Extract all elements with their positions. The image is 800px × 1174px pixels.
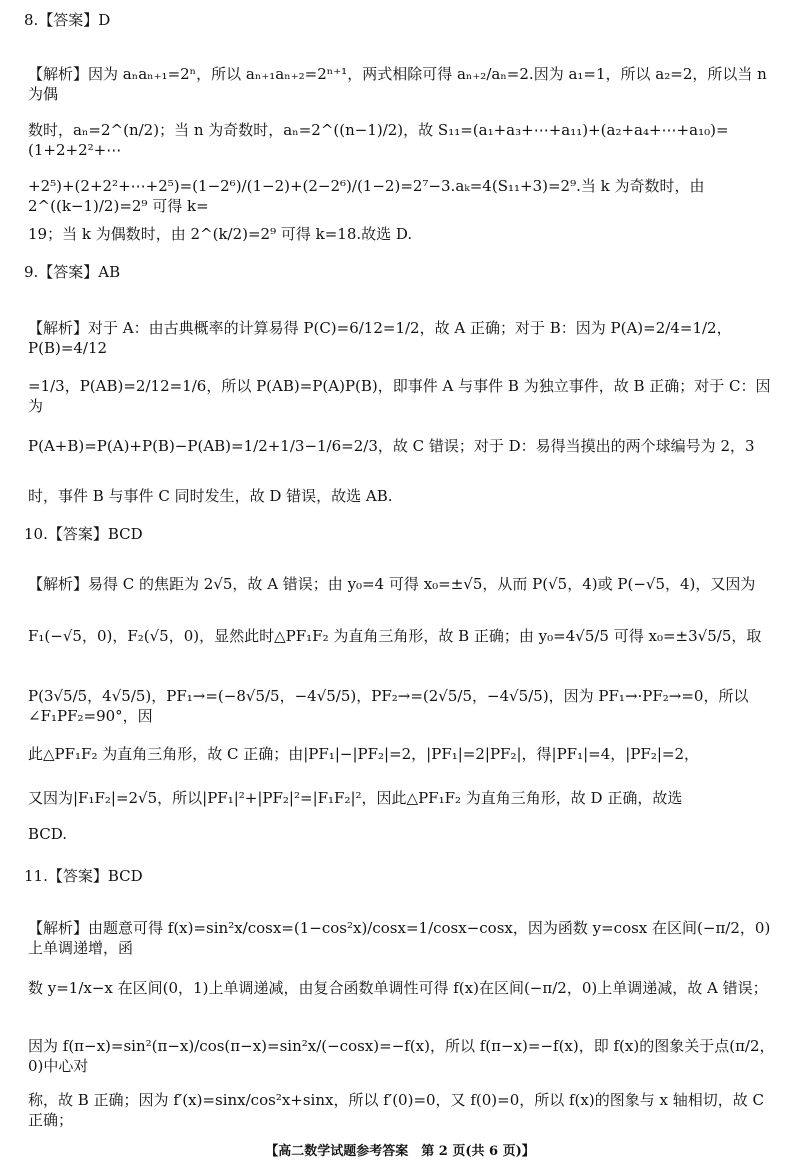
item-10-line-3: P(3√5/5，4√5/5)，PF₁→=(−8√5/5，−4√5/5)，PF₂→=(2√5/5，−4√5/5)，因为 PF₁→·PF₂→=0，所以∠F₁PF₂=90°，因 — [28, 687, 749, 725]
item-11-line-4: 称，故 B 正确；因为 f′(x)=sinx/cos²x+sinx，所以 f′(0)=0，又 f(0)=0，所以 f(x)的图象与 x 轴相切，故 C 正确； — [28, 1091, 764, 1129]
item-8-line-1: 【解析】因为 aₙaₙ₊₁=2ⁿ，所以 aₙ₊₁aₙ₊₂=2ⁿ⁺¹，两式相除可得 aₙ₊₂/aₙ=2.因为 a₁=1，所以 a₂=2，所以当 n 为偶 — [28, 65, 767, 103]
item-8-line-2: 数时，aₙ=2^(n/2)；当 n 为奇数时，aₙ=2^((n−1)/2)，故 S₁₁=(a₁+a₃+⋯+a₁₁)+(a₂+a₄+⋯+a₁₀)=(1+2+2²+⋯ — [28, 121, 729, 159]
item-10-line-5: 又因为|F₁F₂|=2√5，所以|PF₁|²+|PF₂|²=|F₁F₂|²，因此△PF₁F₂ 为直角三角形，故 D 正确，故选 — [28, 789, 683, 807]
item-11-line-3: 因为 f(π−x)=sin²(π−x)/cos(π−x)=sin²x/(−cosx)=−f(x)，所以 f(π−x)=−f(x)，即 f(x)的图象关于点(π/2，0)中心对 — [28, 1037, 775, 1075]
page-footer: 【高二数学试题参考答案 第 2 页(共 6 页)】 — [265, 1144, 535, 1159]
item-10-line-2: F₁(−√5，0)，F₂(√5，0)，显然此时△PF₁F₂ 为直角三角形，故 B 正确；由 y₀=4√5/5 可得 x₀=±3√5/5，取 — [28, 627, 762, 645]
item-9-answer: 9.【答案】AB — [24, 263, 121, 281]
item-9-line-3: P(A+B)=P(A)+P(B)−P(AB)=1/2+1/3−1/6=2/3，故 C 错误；对于 D：易得当摸出的两个球编号为 2，3 — [28, 437, 755, 455]
item-8-line-3: +2⁵)+(2+2²+⋯+2⁵)=(1−2⁶)/(1−2)+(2−2⁶)/(1−2)=2⁷−3.aₖ=4(S₁₁+3)=2⁹.当 k 为奇数时，由 2^((k−1)/2)=2⁹ 可得 k= — [28, 177, 705, 215]
item-8-answer: 8.【答案】D — [24, 11, 111, 29]
item-10-line-4: 此△PF₁F₂ 为直角三角形，故 C 正确；由|PF₁|−|PF₂|=2，|PF₁|=2|PF₂|，得|PF₁|=4，|PF₂|=2， — [28, 745, 699, 763]
item-10-line-1: 【解析】易得 C 的焦距为 2√5，故 A 错误；由 y₀=4 可得 x₀=±√5，从而 P(√5，4)或 P(−√5，4)，又因为 — [28, 575, 756, 593]
item-11-line-1: 【解析】由题意可得 f(x)=sin²x/cosx=(1−cos²x)/cosx=1/cosx−cosx，因为函数 y=cosx 在区间(−π/2，0)上单调递增，函 — [28, 919, 771, 957]
item-8-line-4: 19；当 k 为偶数时，由 2^(k/2)=2⁹ 可得 k=18.故选 D. — [28, 225, 413, 243]
item-9-line-4: 时，事件 B 与事件 C 同时发生，故 D 错误，故选 AB. — [28, 487, 393, 505]
item-9-line-1: 【解析】对于 A：由古典概率的计算易得 P(C)=6/12=1/2，故 A 正确；对于 B：因为 P(A)=2/4=1/2，P(B)=4/12 — [28, 319, 732, 357]
item-10-answer: 10.【答案】BCD — [24, 525, 143, 543]
item-10-line-6: BCD. — [28, 825, 68, 843]
item-9-line-2: =1/3，P(AB)=2/12=1/6，所以 P(AB)=P(A)P(B)，即事件 A 与事件 B 为独立事件，故 B 正确；对于 C：因为 — [28, 377, 771, 415]
item-11-line-2: 数 y=1/x−x 在区间(0，1)上单调递减，由复合函数单调性可得 f(x)在区间(−π/2，0)上单调递减，故 A 错误； — [28, 979, 768, 997]
item-11-answer: 11.【答案】BCD — [24, 867, 143, 885]
